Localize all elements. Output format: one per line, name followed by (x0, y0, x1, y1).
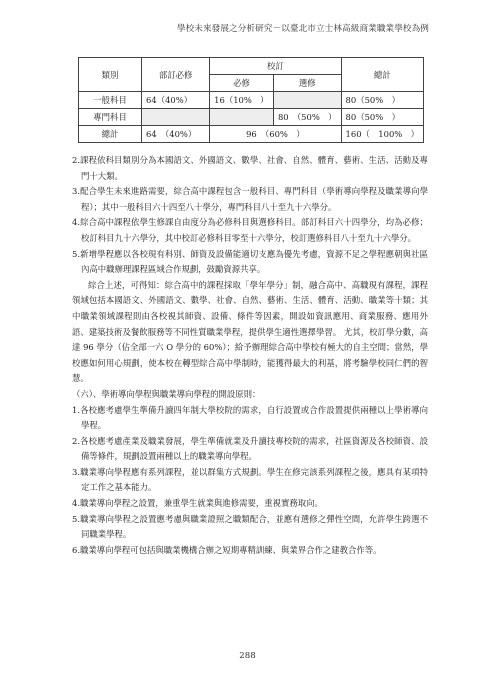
principle-3: 3.職業導向學程應有系列課程，並以群集方式規劃。學生在修完該系列課程之後，應具有某項特定工作之基本能力。 (72, 466, 428, 493)
principle-2: 2.各校應考慮產業及職業發展，學生準備就業及升讀技專校院的需求，社區資源及各校師資、設備等條件，規劃設置兩種以上的職業導向學程。 (72, 435, 428, 462)
principle-5: 5.職業導向學程之設置應考慮與職業證照之職類配合，並應有選修之彈性空間，允許學生跨選不同職業學程。 (72, 513, 428, 540)
cell-school-elective: 80 （50% ） (273, 109, 341, 126)
document-body (72, 153, 428, 558)
row-label: 總計 (79, 126, 142, 143)
header-school: 校訂 (210, 58, 341, 75)
cell-school-total: 96 （60% ） (210, 126, 341, 143)
paragraph-4: 4.綜合高中課程依學生修課自由度分為必修科目與選修科目。部訂科目六十四學分，均為必修；校訂科目九十六學分，其中校訂必修科目零至十六學分，校訂選修科目八十至九十六學分。 (72, 217, 428, 243)
cell-total: 160（ 100% ） (341, 126, 423, 143)
header-total: 總計 (341, 58, 423, 92)
table-row (79, 92, 424, 109)
credit-table (78, 57, 424, 143)
cell-school-required: 16（10% ） (210, 92, 274, 109)
principle-6: 6.職業導向學程可包括與職業機構合辦之短期專精訓練、與業界合作之建教合作等。 (72, 544, 382, 555)
table-row (79, 126, 424, 143)
cell-total: 80（50% ） (341, 92, 423, 109)
header-school-required: 必修 (210, 75, 274, 92)
table-row (79, 109, 424, 126)
table-header-row (79, 58, 424, 75)
page-number: 288 (239, 651, 256, 661)
header-category: 類別 (79, 58, 142, 92)
summary-paragraph: 綜合上述，可得知：綜合高中的課程採取「學年學分」制，融合高中、高職現有課程，課程領域包括本國語文、外國語文、數學、社會、自然、藝術、生活、體育、活動、職業等十類；其中職業領域課程則由各校視其師資、設備、條件等因素，開設如資訊應用、商業服務、應用外語、建築技術及餐飲服務等不同性質職業學程，提供學生適性選擇學習。 尤其，校訂學分數，高達 96 學分（佔全部一六 O 學分的 60%）；給予辦理綜合高中學校有極大的自主空間；當然，學校應如何用心規劃，使本校在轉型綜合高中學制時，能獲得最大的利基，將考驗學校同仁們的智慧。 (72, 279, 428, 384)
running-header: 學校未來發展之分析研究－以臺北市立士林高級商業職業學校為例 (176, 24, 429, 34)
header-school-elective: 選修 (273, 75, 341, 92)
cell-school-elective (273, 92, 341, 109)
row-label: 一般科目 (79, 92, 142, 109)
cell-ministry: 64（40%） (142, 92, 210, 109)
row-label: 專門科目 (79, 109, 142, 126)
cell-ministry: 64 （40%） (142, 126, 210, 143)
section-heading: （六）、學術導向學程與職業導向學程的開設原則： (72, 388, 261, 399)
principle-4: 4.職業導向學程之設置，兼重學生就業與進修需要，重視實務取向。 (72, 498, 323, 509)
paragraph-5: 5.新增學程應以各校現有科別、師資及設備能適切支應為優先考慮，資源不足之學程應朝與社區內高中職辦理課程區域合作規劃，鼓勵資源共享。 (72, 248, 428, 275)
cell-school-required (210, 109, 274, 126)
cell-total: 80（50% ） (341, 109, 423, 126)
header-ministry-required: 部訂必修 (142, 58, 210, 92)
paragraph-3: 3.配合學生未來進路需要，綜合高中課程包含一般科目、專門科目（學術導向學程及職業導向學程）；其中一般科目六十四至八十學分，專門科目八十至九十六學分。 (72, 186, 428, 212)
principle-1: 1.各校應考慮學生準備升讀四年制大學校院的需求，自行設置或合作設置提供兩種以上學術導向學程。 (72, 404, 428, 431)
cell-ministry (142, 109, 210, 126)
paragraph-2: 2.課程依科目類別分為本國語文、外國語文、數學、社會、自然、體育、藝術、生活、活動及專門十大類。 (72, 155, 428, 181)
